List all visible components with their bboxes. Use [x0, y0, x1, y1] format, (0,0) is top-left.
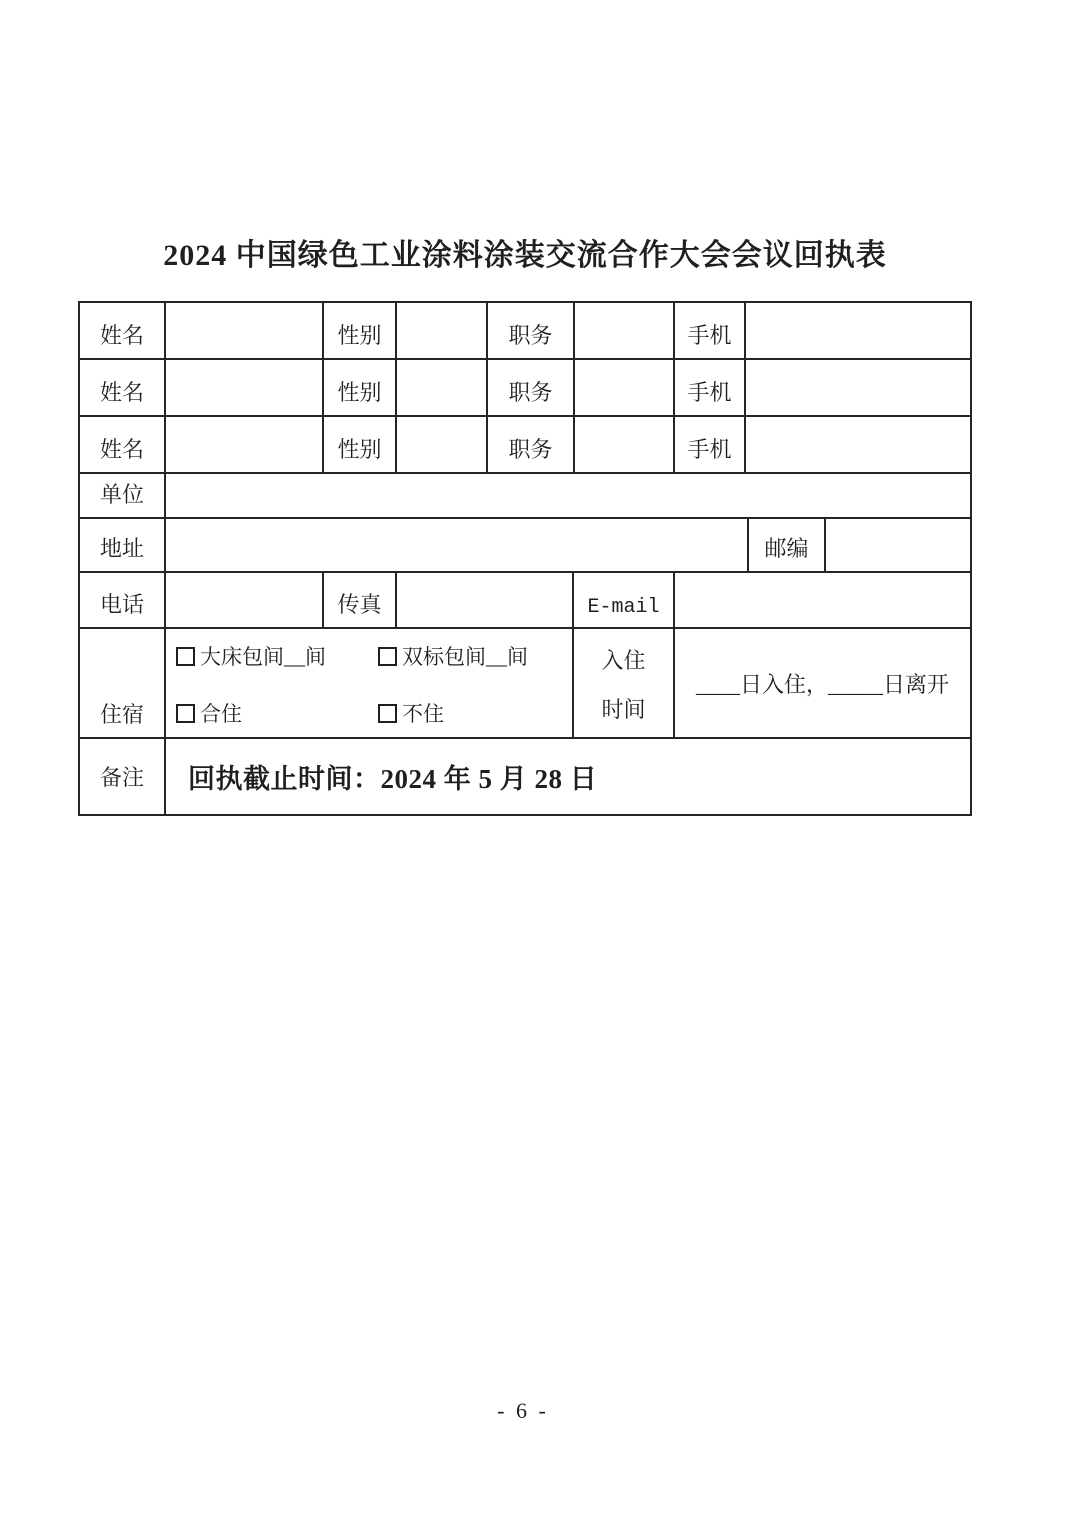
- checkin-time-label-line1: 入住: [601, 648, 646, 673]
- option-twin-room[interactable]: [378, 641, 528, 671]
- name-label-2: 姓名: [80, 360, 166, 415]
- attendee-row-2: [80, 360, 970, 417]
- name-label-1: 姓名: [80, 303, 166, 358]
- remarks-label: 备注: [80, 739, 166, 814]
- fax-input[interactable]: [397, 573, 574, 627]
- options-line-1: [176, 641, 572, 671]
- checkin-time-label: [574, 629, 675, 737]
- page-title: 2024 中国绿色工业涂料涂装交流合作大会会议回执表: [163, 239, 887, 272]
- mobile-label-3: 手机: [675, 417, 746, 472]
- option-share-room[interactable]: [176, 698, 378, 728]
- checkbox-icon[interactable]: [176, 704, 195, 723]
- position-input-3[interactable]: [575, 417, 675, 472]
- position-input-2[interactable]: [575, 360, 675, 415]
- gender-input-2[interactable]: [397, 360, 488, 415]
- attendee-row-1: [80, 303, 970, 360]
- address-input[interactable]: [166, 519, 749, 571]
- option-share-room-label: 合住: [200, 702, 242, 726]
- gender-label-1: 性别: [324, 303, 397, 358]
- contact-row: [80, 573, 970, 629]
- accommodation-label: 住宿: [80, 629, 166, 737]
- name-input-2[interactable]: [166, 360, 324, 415]
- phone-label: 电话: [80, 573, 166, 627]
- option-twin-room-label: 双标包间__间: [402, 645, 528, 669]
- gender-input-3[interactable]: [397, 417, 488, 472]
- name-label-3: 姓名: [80, 417, 166, 472]
- gender-label-3: 性别: [324, 417, 397, 472]
- attendee-row-3: [80, 417, 970, 474]
- mobile-label-2: 手机: [675, 360, 746, 415]
- position-label-1: 职务: [488, 303, 575, 358]
- remarks-value: 回执截止时间：2024 年 5 月 28 日: [188, 764, 598, 794]
- checkin-time-label-line2: 时间: [601, 697, 646, 722]
- option-no-stay[interactable]: [378, 698, 444, 728]
- mobile-input-1[interactable]: [746, 303, 970, 358]
- postcode-label: 邮编: [749, 519, 826, 571]
- checkin-time-input[interactable]: ____日入住，_____日离开: [695, 671, 949, 697]
- name-input-3[interactable]: [166, 417, 324, 472]
- email-label: E-mail: [574, 573, 675, 627]
- page-number: - 6 -: [497, 1398, 549, 1423]
- gender-input-1[interactable]: [397, 303, 488, 358]
- checkbox-icon[interactable]: [378, 704, 397, 723]
- position-label-3: 职务: [488, 417, 575, 472]
- position-label-2: 职务: [488, 360, 575, 415]
- company-label: 单位: [80, 474, 166, 517]
- checkbox-icon[interactable]: [378, 647, 397, 666]
- checkbox-icon[interactable]: [176, 647, 195, 666]
- company-row: [80, 474, 970, 519]
- position-input-1[interactable]: [575, 303, 675, 358]
- mobile-input-2[interactable]: [746, 360, 970, 415]
- company-input[interactable]: [166, 474, 970, 517]
- mobile-input-3[interactable]: [746, 417, 970, 472]
- phone-input[interactable]: [166, 573, 324, 627]
- option-king-room-label: 大床包间__间: [200, 645, 326, 669]
- reply-form-table: [78, 301, 972, 816]
- name-input-1[interactable]: [166, 303, 324, 358]
- accommodation-options: [166, 629, 574, 737]
- address-label: 地址: [80, 519, 166, 571]
- remarks-row: [80, 739, 970, 814]
- accommodation-row: [80, 629, 970, 739]
- postcode-input[interactable]: [826, 519, 970, 571]
- options-line-2: [176, 698, 572, 728]
- address-row: [80, 519, 970, 573]
- email-input[interactable]: [675, 573, 970, 627]
- option-no-stay-label: 不住: [402, 702, 444, 726]
- option-king-room[interactable]: [176, 641, 378, 671]
- fax-label: 传真: [324, 573, 397, 627]
- mobile-label-1: 手机: [675, 303, 746, 358]
- gender-label-2: 性别: [324, 360, 397, 415]
